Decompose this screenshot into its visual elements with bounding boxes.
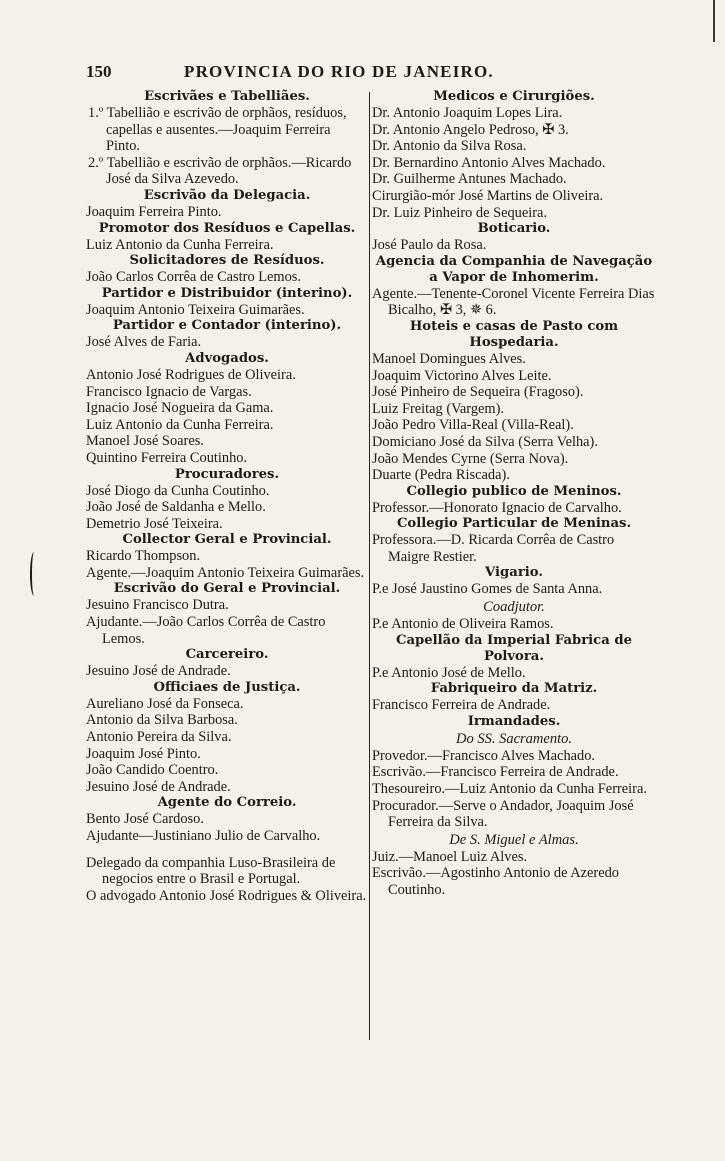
directory-entry: Thesoureiro.—Luiz Antonio da Cunha Ferreira. — [372, 781, 647, 798]
directory-entry: Escrivão.—Francisco Ferreira de Andrade. — [372, 764, 619, 781]
directory-entry: Dr. Guilherme Antunes Machado. — [372, 171, 567, 188]
directory-entry: Provedor.—Francisco Alves Machado. — [372, 747, 596, 764]
directory-entry: Antonio da Silva Barbosa. — [86, 712, 238, 729]
directory-entry: Antonio Pereira da Silva. — [86, 729, 232, 746]
directory-entry: Agente.—Joaquim Antonio Teixeira Guimarães. — [86, 564, 365, 581]
directory-entry: Ricardo Thompson. — [86, 548, 201, 565]
section-heading: Irmandades. — [467, 713, 561, 729]
directory-entry: P.e Antonio José de Mello. — [372, 664, 526, 681]
directory-entry: Luiz Antonio da Cunha Ferreira. — [86, 416, 274, 433]
directory-entry: Ajudante.—João Carlos Corrêa de Castro Lemos. — [86, 614, 326, 647]
directory-entry: Escrivão.—Agostinho Antonio de Azeredo Coutinho. — [372, 865, 619, 898]
directory-entry: José Diogo da Cunha Coutinho. — [86, 482, 270, 499]
section-heading: Collegio publico de Meninos. — [406, 483, 622, 499]
directory-entry: Domiciano José da Silva (Serra Velha). — [372, 433, 598, 450]
directory-entry: Bento José Cardoso. — [86, 811, 204, 828]
directory-entry: João Mendes Cyrne (Serra Nova). — [372, 450, 569, 467]
directory-entry: Delegado da companhia Luso-Brasileira de negocios entre o Brasil e Portugal. — [86, 854, 336, 888]
directory-entry: Luiz Freitag (Vargem). — [372, 400, 505, 417]
directory-entry: Jesuino Francisco Dutra. — [86, 597, 229, 614]
directory-entry: Professor.—Honorato Ignacio de Carvalho. — [372, 499, 622, 516]
directory-entry: Jesuino José de Andrade. — [86, 778, 231, 795]
section-heading: Agente do Correio. — [157, 795, 297, 811]
directory-entry: Ignacio José Nogueira da Gama. — [86, 400, 274, 417]
section-heading: Solicitadores de Resíduos. — [129, 253, 325, 269]
directory-entry: Agente.—Tenente-Coronel Vicente Ferreira Dias Bicalho, ✠ 3, ✵ 6. — [372, 285, 655, 319]
section-heading: Medicos e Cirurgiões. — [433, 89, 595, 104]
section-heading: Collegio Particular de Meninas. — [396, 516, 632, 532]
page-number: 150 — [86, 62, 112, 81]
section-heading: Advogados. — [185, 350, 269, 366]
directory-entry: 1.º Tabellião e escrivão de orphãos, resíduos, capellas e ausentes.—Joaquim Ferreira Pinto. — [88, 105, 347, 155]
directory-entry: Cirurgião-mór José Martins de Oliveira. — [372, 187, 604, 204]
directory-entry: Dr. Antonio Angelo Pedroso, ✠ 3. — [372, 121, 569, 138]
section-heading: Capellão da Imperial Fabrica de Polvora. — [396, 632, 632, 664]
subsection-heading: Do SS. Sacramento. — [456, 730, 572, 747]
page-header — [86, 62, 554, 84]
directory-entry: Joaquim Victorino Alves Leite. — [372, 367, 552, 384]
directory-entry: João Pedro Villa-Real (Villa-Real). — [372, 417, 574, 434]
section-heading: Partidor e Distribuidor (interino). — [101, 285, 353, 301]
subsection-heading: De S. Miguel e Almas. — [449, 831, 579, 848]
directory-entry: José Pinheiro de Sequeira (Fragoso). — [372, 384, 584, 401]
section-heading: Partidor e Contador (interino). — [112, 318, 342, 334]
section-heading: Escrivães e Tabelliães. — [144, 89, 310, 104]
subsection-heading: Coadjutor. — [483, 599, 545, 616]
directory-entry: Manoel José Soares. — [86, 433, 204, 450]
directory-entry: Luiz Antonio da Cunha Ferreira. — [86, 236, 274, 253]
directory-entry: Duarte (Pedra Riscada). — [372, 467, 510, 484]
directory-entry: P.e José Jaustino Gomes de Santa Anna. — [372, 581, 603, 598]
directory-entry: Juiz.—Manoel Luiz Alves. — [372, 848, 528, 865]
directory-entry: Dr. Luiz Pinheiro de Sequeira. — [372, 204, 548, 221]
section-heading: Agencia da Companhia de Navegação a Vapor de Inhomerim. — [375, 253, 653, 285]
directory-entry: 2.º Tabellião e escrivão de orphãos.—Ricardo José da Silva Azevedo. — [88, 154, 352, 188]
directory-entry: Dr. Bernardino Antonio Alves Machado. — [372, 154, 606, 171]
directory-entry: Manoel Domingues Alves. — [372, 350, 526, 367]
directory-entry: José Paulo da Rosa. — [372, 237, 487, 254]
directory-entry: O advogado Antonio José Rodrigues & Oliveira. — [86, 887, 367, 904]
section-heading: Escrivão da Delegacia. — [143, 187, 311, 203]
directory-entry: Joaquim Ferreira Pinto. — [86, 203, 222, 220]
directory-entry: Dr. Antonio Joaquim Lopes Lira. — [372, 105, 563, 121]
page-edge-mark — [713, 0, 725, 42]
section-heading: Promotor dos Resíduos e Capellas. — [98, 220, 356, 236]
directory-entry: Dr. Antonio da Silva Rosa. — [372, 138, 527, 155]
section-heading: Collector Geral e Provincial. — [122, 532, 332, 548]
column-divider — [369, 92, 370, 1040]
section-heading: Officiaes de Justiça. — [153, 679, 301, 695]
directory-entry: Ajudante—Justiniano Julio de Carvalho. — [86, 828, 321, 844]
directory-entry: Joaquim José Pinto. — [86, 745, 201, 762]
directory-entry: Quintino Ferreira Coutinho. — [86, 449, 248, 466]
directory-entry: Jesuino José de Andrade. — [86, 663, 231, 680]
directory-entry: Antonio José Rodrigues de Oliveira. — [86, 366, 296, 383]
directory-entry: João Carlos Corrêa de Castro Lemos. — [86, 269, 302, 286]
spacer — [86, 845, 368, 855]
directory-entry: P.e Antonio de Oliveira Ramos. — [372, 616, 554, 633]
directory-entry: Aureliano José da Fonseca. — [86, 695, 244, 712]
section-heading: Vigario. — [485, 565, 543, 581]
section-heading: Hoteis e casas de Pasto com Hospedaria. — [409, 318, 619, 350]
directory-entry: Francisco Ferreira de Andrade. — [372, 697, 551, 714]
running-title: PROVINCIA DO RIO DE JANEIRO. — [184, 62, 494, 81]
left-column — [86, 89, 368, 904]
right-column — [372, 89, 656, 899]
section-heading: Procuradores. — [174, 466, 280, 482]
directory-entry: Demetrio José Teixeira. — [86, 515, 223, 532]
section-heading: Escrivão do Geral e Provincial. — [113, 581, 341, 597]
directory-entry: Procurador.—Serve o Andador, Joaquim José Ferreira da Silva. — [372, 797, 634, 831]
directory-entry: Professora.—D. Ricarda Corrêa de Castro Maigre Restier. — [372, 532, 615, 565]
margin-bracket-mark — [30, 552, 38, 596]
directory-entry: José Alves de Faria. — [86, 334, 202, 351]
section-heading: Carcereiro. — [185, 647, 269, 663]
directory-entry: João José de Saldanha e Mello. — [86, 499, 266, 516]
section-heading: Boticario. — [477, 221, 551, 237]
directory-entry: Francisco Ignacio de Vargas. — [86, 383, 252, 400]
section-heading: Fabriqueiro da Matriz. — [430, 681, 598, 697]
directory-entry: Joaquim Antonio Teixeira Guimarães. — [86, 301, 305, 318]
directory-entry: João Candido Coentro. — [86, 762, 219, 779]
